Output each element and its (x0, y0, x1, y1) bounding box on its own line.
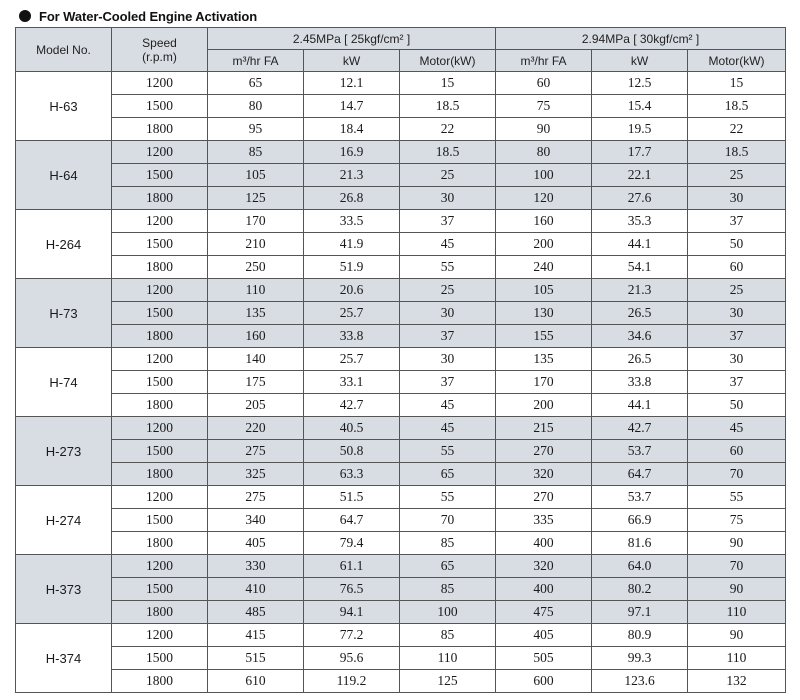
motor-294-cell: 60 (688, 256, 786, 279)
flow-245-cell: 135 (208, 302, 304, 325)
flow-294-cell: 400 (496, 578, 592, 601)
motor-294-cell: 60 (688, 440, 786, 463)
flow-245-cell: 410 (208, 578, 304, 601)
flow-245-cell: 175 (208, 371, 304, 394)
kw-245-cell: 21.3 (304, 164, 400, 187)
kw-294-cell: 80.2 (592, 578, 688, 601)
header-group-245mpa: 2.45MPa [ 25kgf/cm² ] (208, 28, 496, 50)
kw-245-cell: 33.5 (304, 210, 400, 233)
speed-cell: 1200 (112, 486, 208, 509)
table-row (16, 601, 786, 624)
speed-cell: 1200 (112, 624, 208, 647)
flow-245-cell: 405 (208, 532, 304, 555)
flow-245-cell: 160 (208, 325, 304, 348)
kw-294-cell: 12.5 (592, 72, 688, 95)
speed-cell: 1800 (112, 532, 208, 555)
motor-245-cell: 125 (400, 670, 496, 693)
table-row (16, 371, 786, 394)
kw-294-cell: 33.8 (592, 371, 688, 394)
motor-294-cell: 22 (688, 118, 786, 141)
kw-245-cell: 42.7 (304, 394, 400, 417)
kw-294-cell: 17.7 (592, 141, 688, 164)
motor-294-cell: 50 (688, 233, 786, 256)
model-group (16, 210, 786, 279)
model-name-cell: H-373 (16, 555, 112, 624)
model-group (16, 417, 786, 486)
model-name-cell: H-374 (16, 624, 112, 693)
kw-294-cell: 81.6 (592, 532, 688, 555)
kw-294-cell: 34.6 (592, 325, 688, 348)
speed-cell: 1800 (112, 463, 208, 486)
kw-294-cell: 123.6 (592, 670, 688, 693)
flow-294-cell: 60 (496, 72, 592, 95)
flow-245-cell: 125 (208, 187, 304, 210)
flow-245-cell: 275 (208, 440, 304, 463)
speed-cell: 1200 (112, 417, 208, 440)
speed-cell: 1800 (112, 670, 208, 693)
table-row (16, 509, 786, 532)
model-name-cell: H-274 (16, 486, 112, 555)
flow-294-cell: 120 (496, 187, 592, 210)
motor-245-cell: 30 (400, 302, 496, 325)
motor-294-cell: 18.5 (688, 141, 786, 164)
kw-294-cell: 97.1 (592, 601, 688, 624)
flow-245-cell: 610 (208, 670, 304, 693)
table-row (16, 118, 786, 141)
motor-294-cell: 90 (688, 624, 786, 647)
kw-294-cell: 44.1 (592, 233, 688, 256)
motor-245-cell: 100 (400, 601, 496, 624)
flow-245-cell: 340 (208, 509, 304, 532)
motor-245-cell: 37 (400, 371, 496, 394)
flow-245-cell: 65 (208, 72, 304, 95)
header-kw-2: kW (592, 50, 688, 72)
speed-cell: 1800 (112, 325, 208, 348)
flow-294-cell: 320 (496, 463, 592, 486)
table-row (16, 72, 786, 95)
kw-245-cell: 119.2 (304, 670, 400, 693)
motor-245-cell: 55 (400, 256, 496, 279)
kw-245-cell: 76.5 (304, 578, 400, 601)
model-name-cell: H-64 (16, 141, 112, 210)
flow-245-cell: 210 (208, 233, 304, 256)
kw-294-cell: 26.5 (592, 348, 688, 371)
speed-cell: 1500 (112, 233, 208, 256)
motor-294-cell: 45 (688, 417, 786, 440)
kw-245-cell: 25.7 (304, 302, 400, 325)
header-flow-1: m³/hr FA (208, 50, 304, 72)
motor-294-cell: 50 (688, 394, 786, 417)
speed-cell: 1800 (112, 187, 208, 210)
motor-245-cell: 65 (400, 555, 496, 578)
header-flow-2: m³/hr FA (496, 50, 592, 72)
flow-294-cell: 170 (496, 371, 592, 394)
kw-294-cell: 99.3 (592, 647, 688, 670)
flow-294-cell: 80 (496, 141, 592, 164)
flow-245-cell: 110 (208, 279, 304, 302)
kw-294-cell: 27.6 (592, 187, 688, 210)
header-speed (112, 28, 208, 72)
table-row (16, 555, 786, 578)
flow-245-cell: 515 (208, 647, 304, 670)
table-row (16, 486, 786, 509)
kw-245-cell: 79.4 (304, 532, 400, 555)
speed-cell: 1500 (112, 509, 208, 532)
table-row (16, 141, 786, 164)
model-group (16, 348, 786, 417)
kw-294-cell: 66.9 (592, 509, 688, 532)
table-row (16, 210, 786, 233)
motor-294-cell: 37 (688, 325, 786, 348)
header-speed-unit: (r.p.m) (142, 49, 177, 64)
motor-245-cell: 37 (400, 210, 496, 233)
model-name-cell: H-74 (16, 348, 112, 417)
kw-245-cell: 50.8 (304, 440, 400, 463)
motor-245-cell: 65 (400, 463, 496, 486)
kw-245-cell: 33.8 (304, 325, 400, 348)
speed-cell: 1800 (112, 256, 208, 279)
motor-245-cell: 85 (400, 624, 496, 647)
model-group (16, 624, 786, 693)
flow-245-cell: 220 (208, 417, 304, 440)
kw-294-cell: 15.4 (592, 95, 688, 118)
motor-245-cell: 85 (400, 532, 496, 555)
motor-245-cell: 37 (400, 325, 496, 348)
spec-table (15, 27, 786, 693)
kw-294-cell: 54.1 (592, 256, 688, 279)
motor-294-cell: 110 (688, 601, 786, 624)
flow-294-cell: 320 (496, 555, 592, 578)
kw-294-cell: 80.9 (592, 624, 688, 647)
header-motor-1: Motor(kW) (400, 50, 496, 72)
motor-294-cell: 55 (688, 486, 786, 509)
motor-294-cell: 25 (688, 279, 786, 302)
kw-245-cell: 41.9 (304, 233, 400, 256)
motor-245-cell: 45 (400, 233, 496, 256)
section-heading (19, 7, 257, 25)
model-group (16, 72, 786, 141)
motor-245-cell: 55 (400, 486, 496, 509)
kw-245-cell: 61.1 (304, 555, 400, 578)
motor-245-cell: 45 (400, 417, 496, 440)
kw-245-cell: 33.1 (304, 371, 400, 394)
model-name-cell: H-264 (16, 210, 112, 279)
model-name-cell: H-273 (16, 417, 112, 486)
motor-294-cell: 132 (688, 670, 786, 693)
kw-245-cell: 12.1 (304, 72, 400, 95)
motor-294-cell: 75 (688, 509, 786, 532)
speed-cell: 1500 (112, 440, 208, 463)
speed-cell: 1500 (112, 578, 208, 601)
motor-245-cell: 18.5 (400, 95, 496, 118)
section-title: For Water-Cooled Engine Activation (39, 8, 258, 24)
header-model-no: Model No. (16, 28, 112, 72)
speed-cell: 1800 (112, 394, 208, 417)
table-row (16, 348, 786, 371)
motor-245-cell: 18.5 (400, 141, 496, 164)
table-row (16, 532, 786, 555)
table-row (16, 95, 786, 118)
speed-cell: 1500 (112, 164, 208, 187)
kw-294-cell: 26.5 (592, 302, 688, 325)
speed-cell: 1200 (112, 141, 208, 164)
kw-294-cell: 35.3 (592, 210, 688, 233)
flow-294-cell: 130 (496, 302, 592, 325)
motor-294-cell: 90 (688, 532, 786, 555)
flow-294-cell: 240 (496, 256, 592, 279)
model-group (16, 279, 786, 348)
motor-294-cell: 70 (688, 463, 786, 486)
kw-245-cell: 16.9 (304, 141, 400, 164)
flow-294-cell: 90 (496, 118, 592, 141)
kw-294-cell: 53.7 (592, 486, 688, 509)
flow-245-cell: 80 (208, 95, 304, 118)
table-row (16, 164, 786, 187)
model-group (16, 555, 786, 624)
header-kw-1: kW (304, 50, 400, 72)
flow-294-cell: 100 (496, 164, 592, 187)
speed-cell: 1200 (112, 348, 208, 371)
kw-294-cell: 21.3 (592, 279, 688, 302)
motor-245-cell: 15 (400, 72, 496, 95)
table-row (16, 624, 786, 647)
speed-cell: 1500 (112, 95, 208, 118)
flow-245-cell: 105 (208, 164, 304, 187)
flow-245-cell: 85 (208, 141, 304, 164)
flow-294-cell: 335 (496, 509, 592, 532)
flow-294-cell: 200 (496, 394, 592, 417)
flow-294-cell: 405 (496, 624, 592, 647)
flow-294-cell: 75 (496, 95, 592, 118)
flow-294-cell: 505 (496, 647, 592, 670)
flow-245-cell: 140 (208, 348, 304, 371)
table-header (16, 28, 786, 72)
header-motor-2: Motor(kW) (688, 50, 786, 72)
motor-294-cell: 110 (688, 647, 786, 670)
flow-245-cell: 95 (208, 118, 304, 141)
motor-245-cell: 25 (400, 164, 496, 187)
table-row (16, 302, 786, 325)
kw-245-cell: 20.6 (304, 279, 400, 302)
motor-294-cell: 30 (688, 187, 786, 210)
model-group (16, 141, 786, 210)
speed-cell: 1200 (112, 279, 208, 302)
motor-294-cell: 25 (688, 164, 786, 187)
kw-245-cell: 14.7 (304, 95, 400, 118)
speed-cell: 1200 (112, 555, 208, 578)
kw-245-cell: 25.7 (304, 348, 400, 371)
table-row (16, 187, 786, 210)
speed-cell: 1800 (112, 118, 208, 141)
table-row (16, 233, 786, 256)
kw-294-cell: 19.5 (592, 118, 688, 141)
motor-294-cell: 90 (688, 578, 786, 601)
kw-294-cell: 64.0 (592, 555, 688, 578)
motor-294-cell: 37 (688, 210, 786, 233)
speed-cell: 1500 (112, 371, 208, 394)
bullet-icon (19, 10, 31, 22)
flow-245-cell: 250 (208, 256, 304, 279)
kw-294-cell: 22.1 (592, 164, 688, 187)
motor-245-cell: 55 (400, 440, 496, 463)
flow-294-cell: 270 (496, 440, 592, 463)
flow-294-cell: 135 (496, 348, 592, 371)
table-row (16, 578, 786, 601)
flow-294-cell: 475 (496, 601, 592, 624)
motor-294-cell: 18.5 (688, 95, 786, 118)
table-row (16, 256, 786, 279)
speed-cell: 1500 (112, 647, 208, 670)
motor-294-cell: 70 (688, 555, 786, 578)
motor-245-cell: 85 (400, 578, 496, 601)
speed-cell: 1500 (112, 302, 208, 325)
model-group (16, 486, 786, 555)
table-row (16, 394, 786, 417)
flow-294-cell: 155 (496, 325, 592, 348)
table-row (16, 440, 786, 463)
flow-294-cell: 400 (496, 532, 592, 555)
kw-245-cell: 94.1 (304, 601, 400, 624)
flow-245-cell: 330 (208, 555, 304, 578)
kw-245-cell: 64.7 (304, 509, 400, 532)
motor-294-cell: 15 (688, 72, 786, 95)
flow-294-cell: 200 (496, 233, 592, 256)
motor-245-cell: 30 (400, 187, 496, 210)
table-row (16, 279, 786, 302)
flow-294-cell: 600 (496, 670, 592, 693)
table-row (16, 647, 786, 670)
kw-294-cell: 42.7 (592, 417, 688, 440)
kw-245-cell: 40.5 (304, 417, 400, 440)
flow-294-cell: 270 (496, 486, 592, 509)
kw-245-cell: 26.8 (304, 187, 400, 210)
flow-294-cell: 160 (496, 210, 592, 233)
flow-294-cell: 105 (496, 279, 592, 302)
flow-245-cell: 275 (208, 486, 304, 509)
motor-245-cell: 22 (400, 118, 496, 141)
table-row (16, 325, 786, 348)
table-row (16, 463, 786, 486)
kw-245-cell: 63.3 (304, 463, 400, 486)
motor-294-cell: 37 (688, 371, 786, 394)
speed-cell: 1800 (112, 601, 208, 624)
kw-245-cell: 77.2 (304, 624, 400, 647)
flow-294-cell: 215 (496, 417, 592, 440)
kw-294-cell: 44.1 (592, 394, 688, 417)
kw-245-cell: 95.6 (304, 647, 400, 670)
flow-245-cell: 485 (208, 601, 304, 624)
kw-294-cell: 64.7 (592, 463, 688, 486)
header-speed-label: Speed (142, 35, 177, 50)
flow-245-cell: 170 (208, 210, 304, 233)
kw-294-cell: 53.7 (592, 440, 688, 463)
motor-294-cell: 30 (688, 302, 786, 325)
flow-245-cell: 325 (208, 463, 304, 486)
kw-245-cell: 51.9 (304, 256, 400, 279)
speed-cell: 1200 (112, 210, 208, 233)
table-row (16, 417, 786, 440)
model-name-cell: H-73 (16, 279, 112, 348)
kw-245-cell: 18.4 (304, 118, 400, 141)
header-group-294mpa: 2.94MPa [ 30kgf/cm² ] (496, 28, 786, 50)
motor-245-cell: 30 (400, 348, 496, 371)
motor-245-cell: 25 (400, 279, 496, 302)
flow-245-cell: 415 (208, 624, 304, 647)
model-name-cell: H-63 (16, 72, 112, 141)
table-row (16, 670, 786, 693)
motor-245-cell: 45 (400, 394, 496, 417)
flow-245-cell: 205 (208, 394, 304, 417)
kw-245-cell: 51.5 (304, 486, 400, 509)
speed-cell: 1200 (112, 72, 208, 95)
motor-245-cell: 110 (400, 647, 496, 670)
motor-245-cell: 70 (400, 509, 496, 532)
motor-294-cell: 30 (688, 348, 786, 371)
